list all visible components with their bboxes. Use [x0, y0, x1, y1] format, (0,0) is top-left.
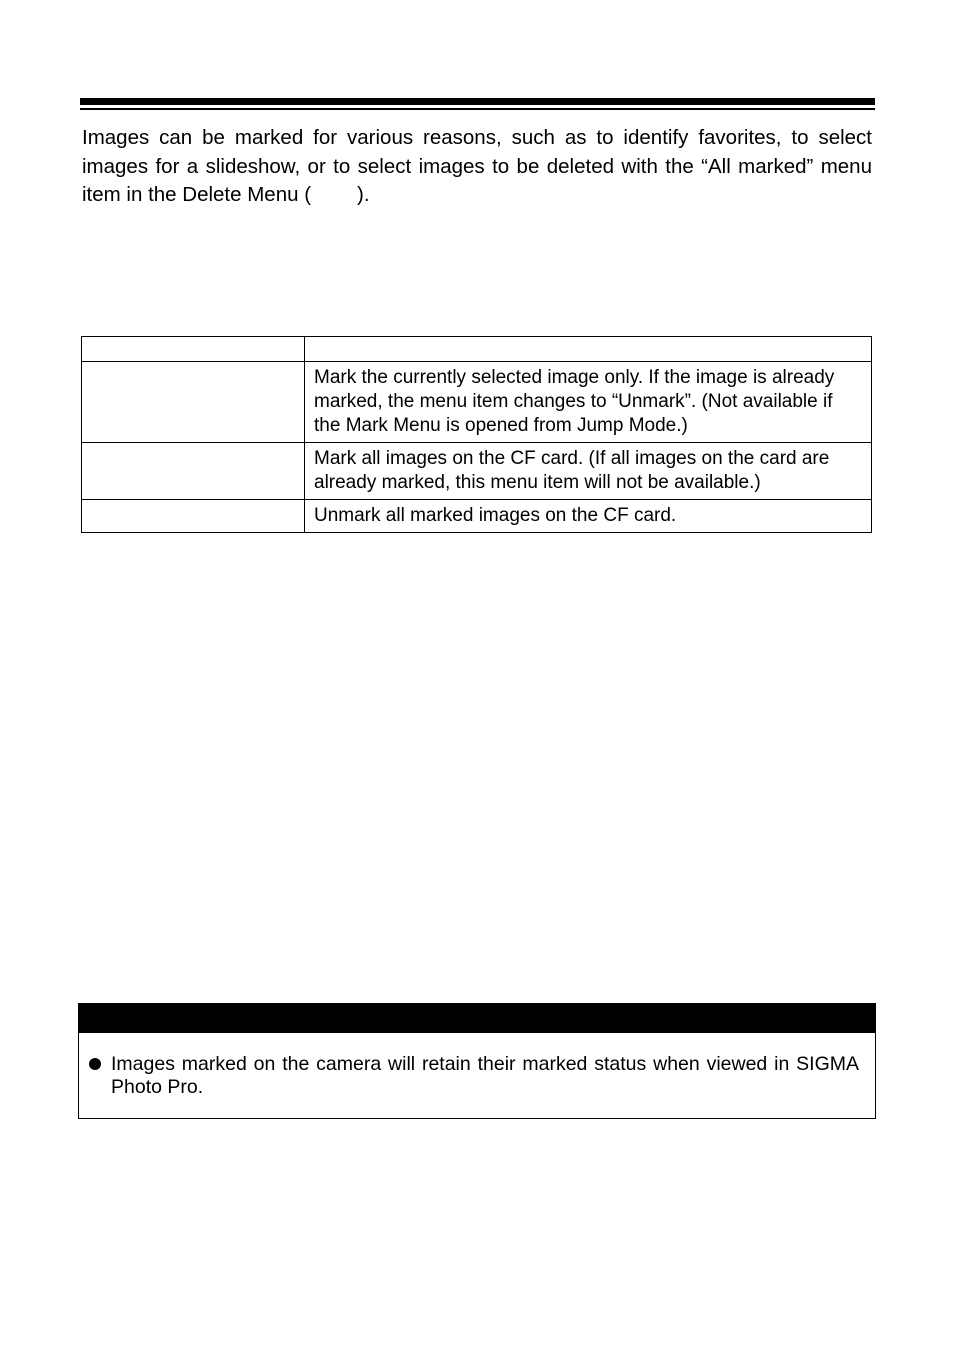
mark-menu-table [81, 336, 872, 533]
table-cell-description: Unmark all marked images on the CF card. [305, 500, 872, 533]
table-cell-item [82, 443, 305, 500]
table-cell-item [82, 500, 305, 533]
bullet-icon [89, 1058, 101, 1070]
header-rule-thin [80, 108, 875, 110]
intro-text-end: ). [357, 183, 370, 206]
header-rule [80, 98, 875, 105]
table-cell-item [82, 362, 305, 443]
note-item-text: Images marked on the camera will retain their marked status when viewed in SIGMA Photo Pro. [111, 1053, 859, 1098]
note-item [111, 1053, 859, 1099]
table-row [82, 443, 872, 500]
table-cell-description: Mark all images on the CF card. (If all images on the card are already marked, this menu item will not be available.) [305, 443, 872, 500]
table-header-description [305, 337, 872, 362]
note-title-bar [79, 1004, 875, 1033]
table-header-item [82, 337, 305, 362]
intro-paragraph [82, 124, 872, 210]
table-header-row [82, 337, 872, 362]
intro-text: Images can be marked for various reasons, such as to identify favorites, to select images for a slideshow, or to select images to be deleted with the “All marked” menu item in the Delete Menu ( [82, 126, 872, 206]
table-cell-description: Mark the currently selected image only. If the image is already marked, the menu item changes to “Unmark”. (Not available if the Mark Menu is opened from Jump Mode.) [305, 362, 872, 443]
table-row [82, 500, 872, 533]
table-row [82, 362, 872, 443]
note-box [78, 1003, 876, 1119]
